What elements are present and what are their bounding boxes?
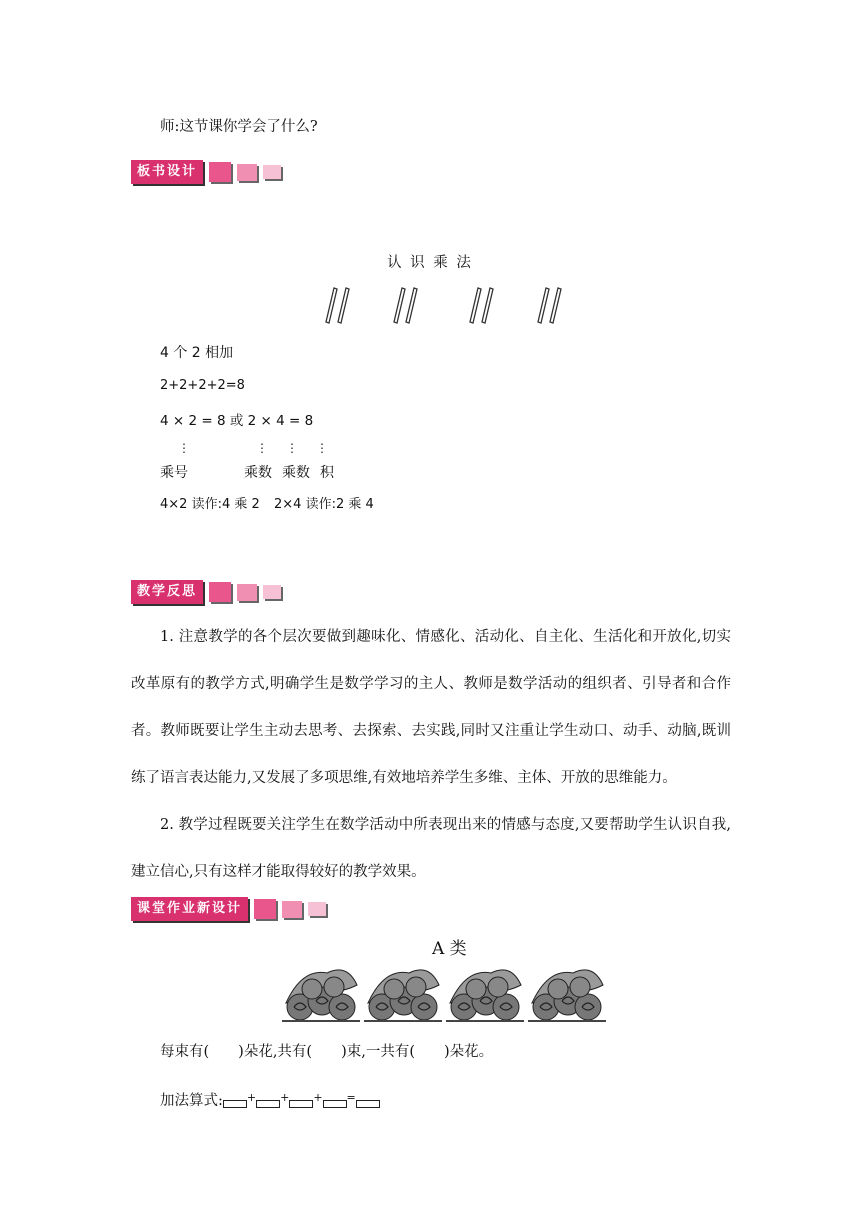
reflection-paragraph-2 — [131, 802, 731, 896]
dots-marker: ⋮ — [316, 441, 328, 455]
flower-bouquet-image — [528, 963, 606, 1025]
decor-square — [237, 164, 257, 181]
reflection-text-2: 2. 教学过程既要关注学生在数学活动中所表现出来的情感与态度,又要帮助学生认识自我,建立信心,只有这样才能取得较好的教学效果。 — [131, 817, 731, 880]
label-factor-2: 乘数 — [282, 465, 310, 481]
dots-marker: ⋮ — [286, 441, 298, 455]
decor-square — [263, 585, 281, 599]
flower-bouquet-image — [364, 963, 442, 1025]
decor-square — [209, 582, 231, 602]
section-banner-homework — [131, 897, 326, 921]
equals-sign: = — [346, 1091, 356, 1104]
answer-blank[interactable] — [356, 1100, 380, 1108]
section-banner-reflection — [131, 580, 281, 604]
board-line-2: 2+2+2+2=8 — [160, 378, 245, 393]
flower-bouquet-image — [446, 963, 524, 1025]
homework-question: 每束有( )朵花,共有( )束,一共有( )朵花。 — [160, 1044, 494, 1060]
reflection-text-1: 1. 注意教学的各个层次要做到趣味化、情感化、活动化、自主化、生活化和开放化,切实改革原有的教学方式,明确学生是数学学习的主人、教师是数学活动的组织者、引导者和合作者。教师既要让学生主动去思考、去探索、去实践,同时又注重让学生动口、动手、动脑,既训练了语言表达能力,又发展了多项思维,有效地培养学生多维、主体、开放的思维能力。 — [131, 629, 731, 786]
board-title: 认 识 乘 法 — [387, 255, 473, 271]
addition-formula — [160, 1088, 380, 1111]
addition-label: 加法算式: — [160, 1093, 223, 1109]
answer-blank[interactable] — [256, 1100, 280, 1108]
decor-square — [308, 902, 326, 916]
section-title: 教学反思 — [131, 580, 203, 604]
board-line-3: 4 × 2 = 8 或 2 × 4 = 8 — [160, 413, 314, 429]
intro-line: 师:这节课你学会了什么? — [160, 119, 318, 135]
reflection-paragraph-1 — [131, 614, 731, 802]
label-product: 积 — [320, 465, 334, 481]
answer-blank[interactable] — [223, 1100, 247, 1108]
stick-pair — [394, 288, 417, 323]
answer-blank[interactable] — [323, 1100, 347, 1108]
plus-sign: + — [280, 1091, 290, 1104]
label-multiplication-sign: 乘号 — [160, 465, 188, 481]
plus-sign: + — [246, 1091, 257, 1104]
decor-square — [237, 584, 257, 601]
decor-square — [282, 901, 302, 918]
reading-2: 2×4 读作:2 乘 4 — [274, 497, 374, 512]
section-title: 课堂作业新设计 — [131, 897, 248, 921]
dots-marker: ⋮ — [178, 441, 190, 455]
homework-category: A 类 — [432, 939, 467, 959]
flower-bouquet-image — [282, 963, 360, 1025]
stick-pair — [538, 288, 561, 323]
sticks-illustration — [318, 282, 578, 330]
reading-1: 4×2 读作:4 乘 2 — [160, 497, 260, 512]
stick-pair — [326, 288, 349, 323]
decor-square — [263, 165, 281, 179]
decor-square — [209, 162, 231, 182]
answer-blank[interactable] — [289, 1100, 313, 1108]
plus-sign: + — [313, 1091, 323, 1104]
section-title: 板书设计 — [131, 160, 203, 184]
label-factor-1: 乘数 — [244, 465, 272, 481]
stick-pair — [470, 288, 493, 323]
dots-marker: ⋮ — [256, 441, 268, 455]
section-banner-board-design — [131, 160, 281, 184]
decor-square — [254, 899, 276, 919]
board-line-1: 4 个 2 相加 — [160, 345, 234, 361]
